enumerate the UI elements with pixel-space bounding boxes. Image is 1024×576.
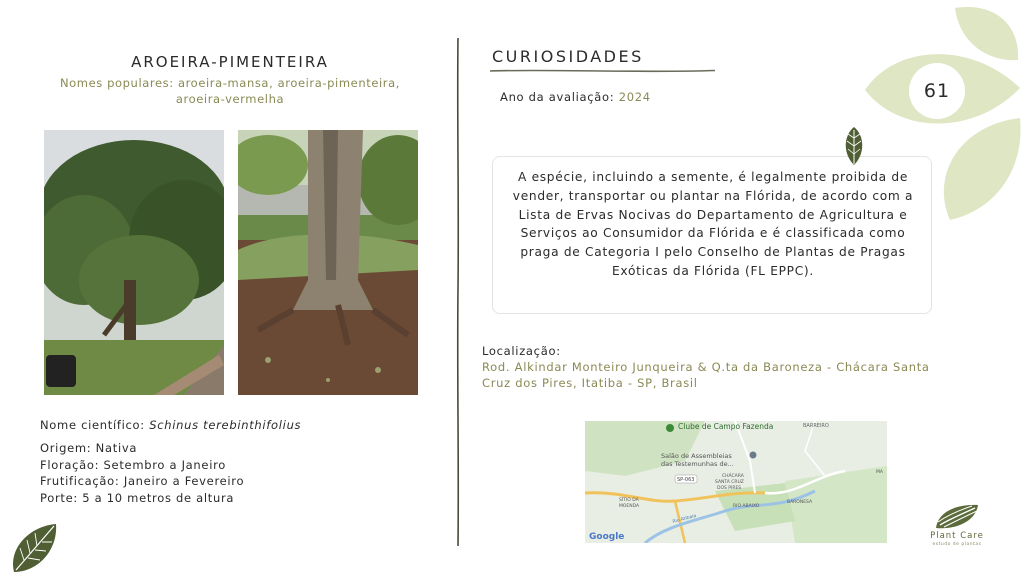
scientific-name-line (40, 418, 301, 432)
fact-fruiting: Frutificação: Janeiro a Fevereiro (40, 474, 245, 488)
evaluation-year: 2024 (618, 90, 651, 104)
curiosity-card (492, 156, 932, 314)
map-label-river: Rio Atibaia (672, 513, 697, 525)
logo-name: Plant Care (930, 531, 984, 541)
curiosities-title: CURIOSIDADES (492, 47, 644, 66)
map-label-road: SP-063 (677, 477, 695, 483)
plant-name: AROEIRA-PIMENTEIRA (131, 53, 329, 71)
tree-canopy-photo (44, 130, 224, 395)
map-label-chacara-1: CHÁCARA (722, 474, 744, 479)
fact-flowering: Floração: Setembro a Janeiro (40, 457, 226, 472)
leaf-icon (8, 520, 60, 576)
tree-trunk-photo (238, 130, 418, 395)
leaf-icon (843, 126, 865, 166)
column-divider (456, 38, 460, 546)
map-label-baronesa: BARONESA (787, 500, 813, 505)
scientific-name: Schinus terebinthifolius (149, 418, 302, 432)
fact-origin: Origem: Nativa (40, 441, 138, 455)
evaluation-year-line (500, 90, 651, 104)
map-label-hall-1: Salão de Assembleias (661, 452, 732, 460)
location-label: Localização: (482, 344, 561, 358)
fact-size: Porte: 5 a 10 metros de altura (40, 490, 235, 505)
map-label-sitio-1: SÍTIO DA (619, 498, 639, 503)
plant-care-logo (924, 502, 990, 552)
location-map[interactable] (585, 421, 887, 543)
curiosity-text: A espécie, incluindo a semente, é legalmente proibida de vender, transportar ou plantar na Flórida, de acordo com a Lista de Ervas Nocivas do Departamento de Agricultura e Serviços ao Consumidor da Flórida e é classificada como praga de Categoria I pelo Conselho de Plantas de Pragas Exóticas da Flórida (FL EPPC). (512, 170, 914, 278)
map-label-club: Clube de Campo Fazenda (678, 422, 774, 431)
map-brand: Google (589, 532, 625, 542)
evaluation-label: Ano da avaliação: (500, 90, 619, 104)
logo-tagline: estudo de plantas (932, 542, 982, 547)
map-label-hall-2: das Testemunhas de... (661, 460, 734, 468)
location-address: Rod. Alkindar Monteiro Junqueira & Q.ta da Baroneza - Chácara Santa Cruz dos Pires, Itatiba - SP, Brasil (482, 360, 930, 390)
map-label-chacara-2: SANTA CRUZ (715, 480, 744, 485)
map-label-barreiro: BARREIRO (803, 423, 829, 429)
scientific-name-label: Nome científico: (40, 418, 150, 432)
title-underline (490, 68, 715, 74)
map-label-chacara-3: DOS PIRES (717, 486, 742, 491)
logo-leaf-icon (932, 502, 982, 530)
map-label-rio-abaixo: RIO ABAIXO (733, 504, 760, 509)
plant-facts (40, 440, 244, 506)
map-label-sitio-2: MOENDA (619, 504, 640, 509)
map-label-edge: MA (876, 470, 883, 475)
popular-names: Nomes populares: aroeira-mansa, aroeira-pimenteira, aroeira-vermelha (59, 76, 401, 106)
page-number: 61 (923, 80, 951, 102)
